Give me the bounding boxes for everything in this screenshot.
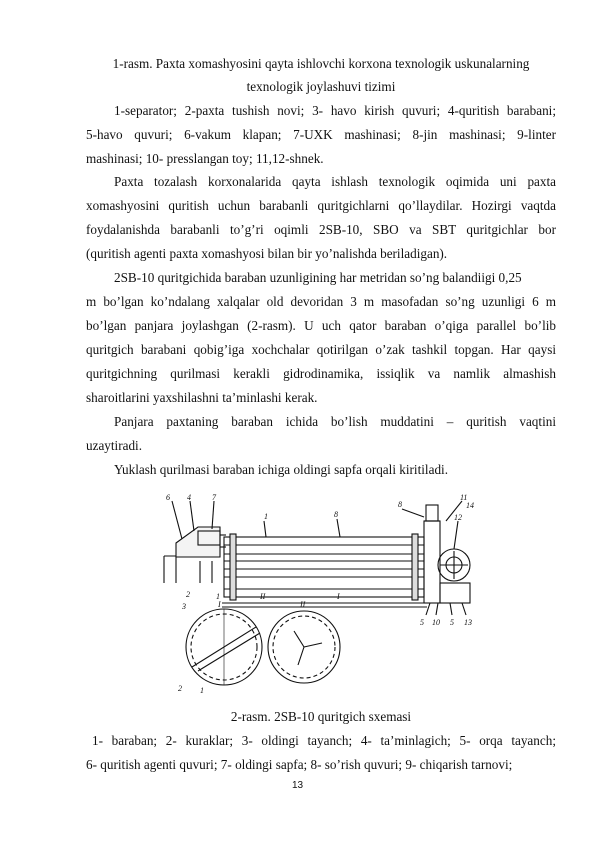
paragraph5: Yuklash qurilmasi baraban ichiga oldingi sapfa orqali kiritiladi. (114, 462, 449, 477)
figure-label: 12 (454, 513, 462, 522)
figure1-caption-line1: 1-rasm. Paxta xomashyosini qayta ishlovchi korxona texnologik uskunalarning (112, 56, 530, 71)
paragraph4-line2: uzaytiradi. (86, 438, 143, 453)
figure-label: II (300, 600, 306, 609)
figure-label: 7 (212, 493, 216, 502)
figure-label: 5 (420, 618, 424, 627)
paragraph3-line4: quritgich barabani qobig’iga xochchalar qotirilgan o’zak tashkil topgan. Har qaysi (86, 342, 556, 357)
figure-label: 8 (334, 510, 338, 519)
figure2-caption: 2-rasm. 2SB-10 quritgich sxemasi (230, 709, 412, 724)
paragraph3-line5: quritgichning qurilmasi kerakli gidrodinamika, issiqlik va namlik almashish (86, 366, 556, 381)
paragraph2-line1: Paxta tozalash korxonalarida qayta ishlash texnologik oqimida uni paxta (114, 174, 556, 189)
figure2-legend-line1: 1- baraban; 2- kuraklar; 3- oldingi tayanch; 4- ta’minlagich; 5- orqa tayanch; (92, 733, 556, 748)
figure-label: 1 (264, 512, 268, 521)
figure-label: 14 (466, 501, 474, 510)
paragraph1-line3: mashinasi; 10- presslangan toy; 11,12-shnek. (86, 151, 324, 166)
figure-label: 6 (166, 493, 170, 502)
paragraph4-line1: Panjara paxtaning baraban ichida bo’lish muddatini – quritish vaqtini (114, 414, 556, 429)
figure-label: 4 (187, 493, 191, 502)
figure-label: I (218, 600, 221, 609)
dryer-schematic-figure (162, 491, 482, 697)
figure-label: I (337, 592, 340, 601)
paragraph3-line6: sharoitlarini yaxshilashni ta’minlashi kerak. (86, 390, 318, 405)
figure-label: 2 (178, 684, 182, 693)
figure-label: 11 (460, 493, 468, 502)
figure-label: II (260, 592, 266, 601)
paragraph3-line2: m bo’lgan ko’ndalang xalqalar old devoridan 3 m masofadan so’ng uzunligi 6 m (86, 294, 556, 309)
figure2-legend-line2: 6- quritish agenti quvuri; 7- oldingi sapfa; 8- so’rish quvuri; 9- chiqarish tarnovi; (86, 757, 513, 772)
paragraph3-line1: 2SB-10 quritgichida baraban uzunligining har metridan so’ng balandiigi 0,25 (114, 270, 522, 285)
paragraph2-line3: foydalanishda barabanli to’g’ri oqimli 2SB-10, SBO va SBT quritgichlar bor (86, 222, 556, 237)
paragraph3-line3: bo’lgan panjara joylashgan (2-rasm). U uch qator baraban o’qiga parallel bo’lib (86, 318, 556, 333)
figure1-caption-line2: texnologik joylashuvi tizimi (246, 79, 396, 94)
figure-label: 8 (398, 500, 402, 509)
figure-label: 3 (182, 602, 186, 611)
paragraph2-line4: (quritish agenti paxta xomashyosi bilan bir yo’nalishda beriladigan). (86, 246, 448, 261)
figure-label: 2 (186, 590, 190, 599)
paragraph1-line2: 5-havo quvuri; 6-vakum klapan; 7-UXK mashinasi; 8-jin mashinasi; 9-linter (86, 127, 556, 142)
page-number: 13 (291, 780, 304, 791)
paragraph1-line1: 1-separator; 2-paxta tushish novi; 3- havo kirish quvuri; 4-quritish barabani; (114, 103, 556, 118)
figure-label: 1 (200, 686, 204, 695)
figure-label: 10 (432, 618, 440, 627)
figure-label: 1 (216, 592, 220, 601)
paragraph2-line2: xomashyosini quritish uchun barabanli quritgichlarni qo’llaydilar. Hozirgi vaqtda (86, 198, 556, 213)
figure-label: 13 (464, 618, 472, 627)
figure-label: 5 (450, 618, 454, 627)
